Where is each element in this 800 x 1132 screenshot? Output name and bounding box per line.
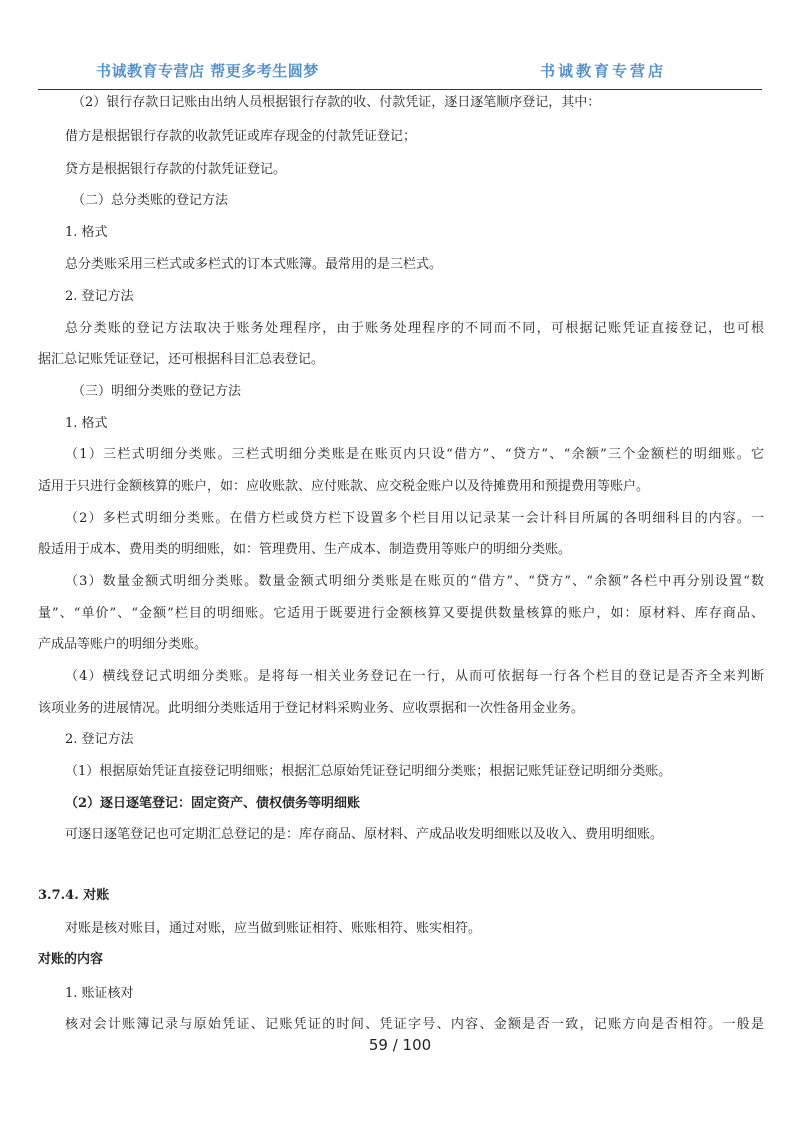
subsection-heading: 1. 格式 (65, 416, 108, 431)
section-heading: （二）总分类账的登记方法 (72, 193, 229, 208)
subsection-heading: 1. 格式 (65, 225, 108, 240)
paragraph-line: （2）多栏式明细分类账。在借方栏或贷方栏下设置多个栏目用以记录某一会计科目所属的各明细科目的内容。一 (65, 511, 764, 526)
paragraph-line: 该项业务的进展情况。此明细分类账适用于登记材料采购业务、应收票据和一次性备用金业务。 (38, 701, 585, 716)
paragraph-line: 据汇总记账凭证登记，还可根据科目汇总表登记。 (38, 352, 325, 367)
paragraph-line: （4）横线登记式明细分类账。是将每一相关业务登记在一行，从而可依据每一行各个栏目的登记是否齐全来判断 (65, 669, 764, 684)
paragraph-line: 可逐日逐笔登记也可定期汇总登记的是：库存商品、原材料、产成品收发明细账以及收入、费用明细账。 (65, 827, 664, 842)
header-divider (38, 89, 762, 90)
paragraph-line: 总分类账采用三栏式或多栏式的订本式账簿。最常用的是三栏式。 (65, 257, 443, 272)
paragraph-line: 借方是根据银行存款的收款凭证或库存现金的付款凭证登记； (65, 129, 417, 144)
paragraph-line: 核对会计账簿记录与原始凭证、记账凭证的时间、凭证字号、内容、金额是否一致，记账方向是否相符。一般是 (65, 1017, 764, 1032)
paragraph-line: （2）银行存款日记账由出纳人员根据银行存款的收、付款凭证，逐日逐笔顺序登记，其中： (72, 95, 601, 110)
paragraph-line: 贷方是根据银行存款的付款凭证登记。 (65, 162, 287, 177)
bold-heading: 对账的内容 (38, 952, 104, 967)
paragraph-line: 量”、“单价”、“金额”栏目的明细账。它适用于既要进行金额核算又要提供数量核算的账户，如：原材料、库存商品、 (38, 606, 764, 621)
paragraph-line: （3）数量金额式明细分类账。数量金额式明细分类账是在账页的“借方”、“贷方”、“余额”各栏中再分别设置“数 (65, 574, 764, 589)
header-shop-name: 书诚教育专营店 (540, 62, 667, 80)
page-header (38, 56, 762, 90)
subsection-heading: 2. 登记方法 (65, 732, 134, 747)
paragraph-line: （1）三栏式明细分类账。三栏式明细分类账是在账页内只设“借方”、“贷方”、“余额”三个金额栏的明细账。它 (65, 447, 764, 462)
section-heading: （三）明细分类账的登记方法 (72, 384, 242, 399)
paragraph-line: 般适用于成本、费用类的明细账，如：管理费用、生产成本、制造费用等账户的明细分类账。 (38, 542, 572, 557)
paragraph-line: 对账是核对账目，通过对账，应当做到账证相符、账账相符、账实相符。 (65, 921, 482, 936)
subsection-heading: 1. 账证核对 (65, 986, 134, 1001)
subsection-heading: 2. 登记方法 (65, 289, 134, 304)
paragraph-line: 总分类账的登记方法取决于账务处理程序，由于账务处理程序的不同而不同，可根据记账凭证直接登记，也可根 (65, 321, 764, 336)
paragraph-line: 产成品等账户的明细分类账。 (38, 637, 208, 652)
page-number: 59 / 100 (368, 1036, 432, 1054)
bold-paragraph-line: （2）逐日逐笔登记：固定资产、债权债务等明细账 (65, 796, 361, 811)
header-shop-slogan: 书诚教育专营店 帮更多考生圆梦 (96, 62, 319, 80)
paragraph-line: （1）根据原始凭证直接登记明细账；根据汇总原始凭证登记明细分类账；根据记账凭证登记明细分类账。 (65, 764, 672, 779)
section-number-heading: 3.7.4. 对账 (38, 888, 110, 903)
paragraph-line: 适用于只进行金额核算的账户，如：应收账款、应付账款、应交税金账户以及待摊费用和预提费用等账户。 (38, 479, 650, 494)
